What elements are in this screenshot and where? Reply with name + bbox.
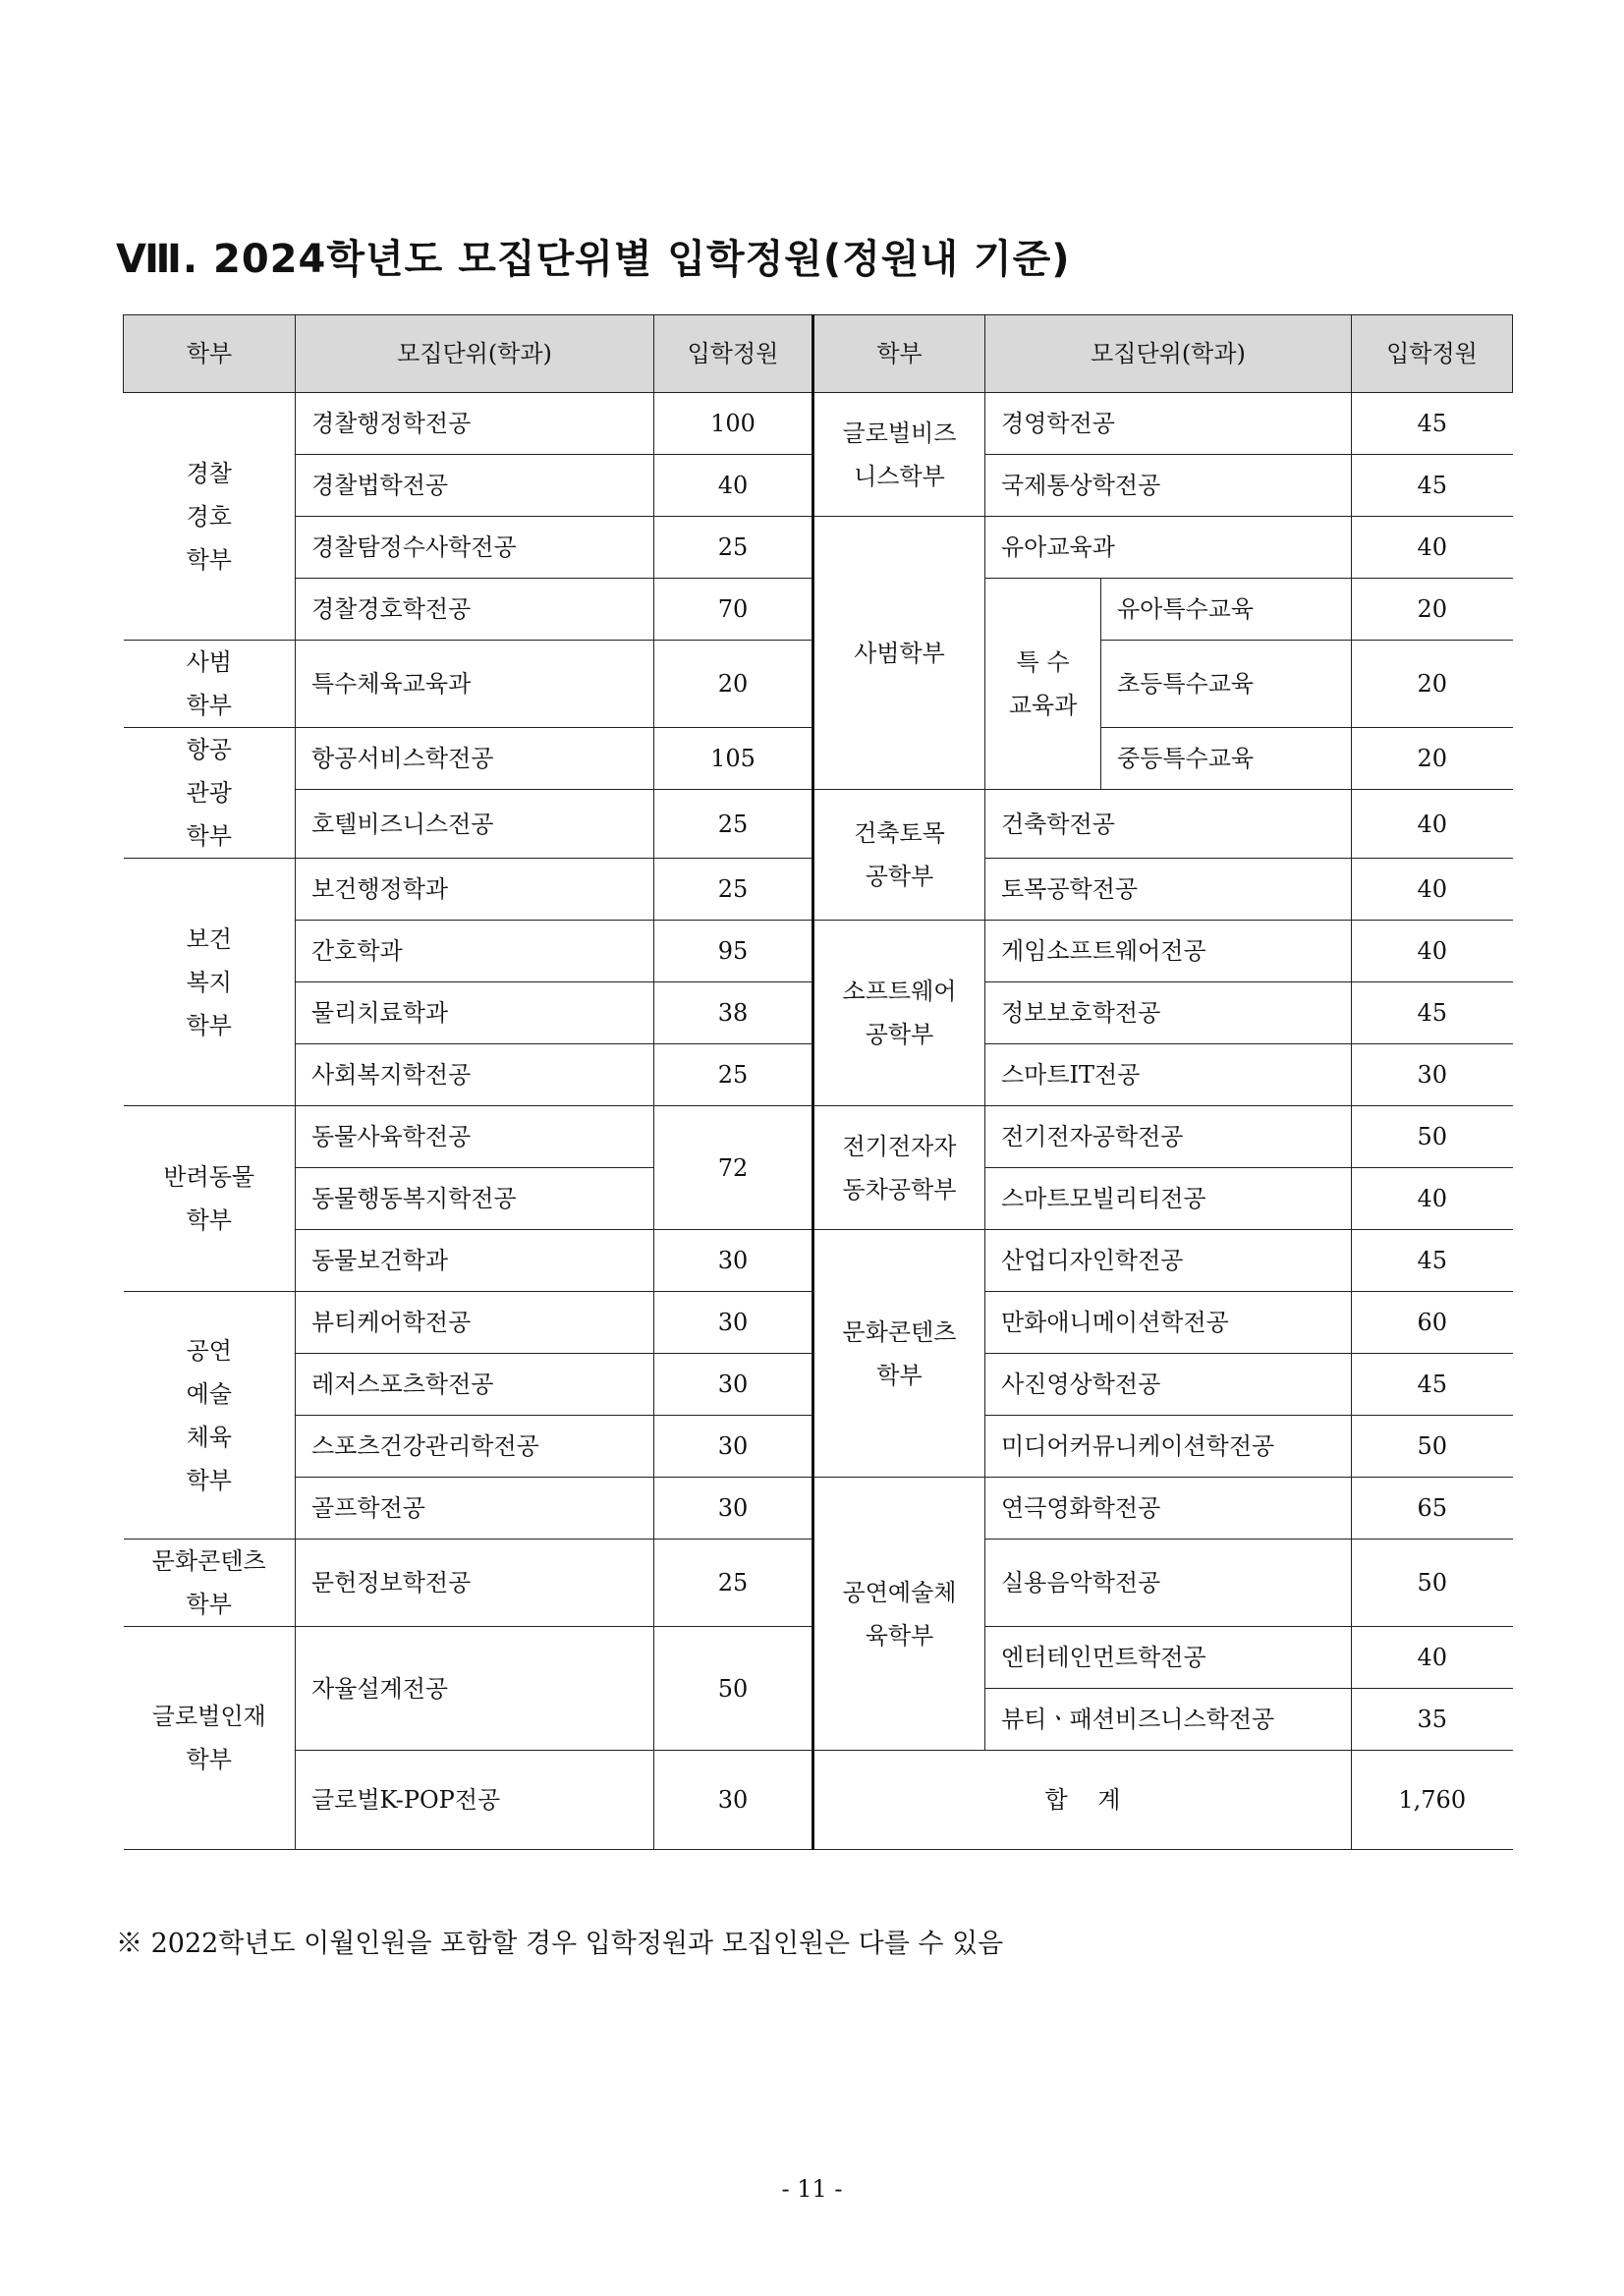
unit-cell: 문헌정보학전공 bbox=[296, 1540, 654, 1627]
quota-cell: 25 bbox=[654, 1044, 813, 1106]
unit-cell: 항공서비스학전공 bbox=[296, 728, 654, 790]
table-row bbox=[124, 1751, 1513, 1850]
table-row bbox=[124, 393, 1513, 455]
unit-cell: 미디어커뮤니케이션학전공 bbox=[985, 1416, 1352, 1478]
table-row bbox=[124, 1106, 1513, 1168]
dept-cell: 공연 예술 체육 학부 bbox=[124, 1292, 296, 1540]
unit-cell: 간호학과 bbox=[296, 921, 654, 982]
page-number: - 11 - bbox=[781, 2175, 843, 2203]
dept-cell: 경찰 경호 학부 bbox=[124, 393, 296, 641]
unit-cell: 동물보건학과 bbox=[296, 1230, 654, 1292]
dept-cell: 사범 학부 bbox=[124, 641, 296, 728]
unit-cell: 레저스포츠학전공 bbox=[296, 1354, 654, 1416]
unit-cell: 글로벌K-POP전공 bbox=[296, 1751, 654, 1850]
table-row bbox=[124, 1478, 1513, 1540]
quota-cell: 40 bbox=[1352, 1627, 1513, 1689]
unit-cell: 경찰경호학전공 bbox=[296, 579, 654, 641]
unit-cell: 중등특수교육 bbox=[1101, 728, 1352, 790]
quota-cell: 30 bbox=[654, 1478, 813, 1540]
quota-cell: 40 bbox=[1352, 859, 1513, 921]
quota-cell: 20 bbox=[654, 641, 813, 728]
dept-cell: 글로벌비즈 니스학부 bbox=[813, 393, 985, 517]
unit-cell: 연극영화학전공 bbox=[985, 1478, 1352, 1540]
special-education-label: 특 수 교육과 bbox=[985, 579, 1101, 790]
quota-cell: 30 bbox=[654, 1292, 813, 1354]
unit-cell: 스포츠건강관리학전공 bbox=[296, 1416, 654, 1478]
quota-cell: 70 bbox=[654, 579, 813, 641]
unit-cell: 호텔비즈니스전공 bbox=[296, 790, 654, 859]
unit-cell: 경영학전공 bbox=[985, 393, 1352, 455]
dept-cell: 문화콘텐츠 학부 bbox=[813, 1230, 985, 1478]
quota-cell: 50 bbox=[654, 1627, 813, 1751]
total-value: 1,760 bbox=[1352, 1751, 1513, 1850]
unit-cell: 자율설계전공 bbox=[296, 1627, 654, 1751]
quota-cell: 40 bbox=[1352, 921, 1513, 982]
quota-cell: 65 bbox=[1352, 1478, 1513, 1540]
quota-cell: 50 bbox=[1352, 1106, 1513, 1168]
unit-cell: 건축학전공 bbox=[985, 790, 1352, 859]
unit-cell: 동물행동복지학전공 bbox=[296, 1168, 654, 1230]
unit-cell: 전기전자공학전공 bbox=[985, 1106, 1352, 1168]
quota-cell: 60 bbox=[1352, 1292, 1513, 1354]
quota-cell: 25 bbox=[654, 859, 813, 921]
quota-cell: 45 bbox=[1352, 455, 1513, 517]
unit-cell: 동물사육학전공 bbox=[296, 1106, 654, 1168]
unit-cell: 게임소프트웨어전공 bbox=[985, 921, 1352, 982]
unit-cell: 뷰티ㆍ패션비즈니스학전공 bbox=[985, 1689, 1352, 1751]
dept-cell: 전기전자자 동차공학부 bbox=[813, 1106, 985, 1230]
quota-cell: 20 bbox=[1352, 579, 1513, 641]
unit-cell: 특수체육교육과 bbox=[296, 641, 654, 728]
quota-cell: 72 bbox=[654, 1106, 813, 1230]
quota-cell: 100 bbox=[654, 393, 813, 455]
unit-cell: 사진영상학전공 bbox=[985, 1354, 1352, 1416]
quota-cell: 20 bbox=[1352, 641, 1513, 728]
unit-cell: 스마트IT전공 bbox=[985, 1044, 1352, 1106]
header-quota-right: 입학정원 bbox=[1352, 315, 1513, 393]
dept-cell: 보건 복지 학부 bbox=[124, 859, 296, 1106]
quota-cell: 30 bbox=[654, 1230, 813, 1292]
unit-cell: 유아특수교육 bbox=[1101, 579, 1352, 641]
dept-cell: 공연예술체 육학부 bbox=[813, 1478, 985, 1751]
quota-cell: 35 bbox=[1352, 1689, 1513, 1751]
unit-cell: 골프학전공 bbox=[296, 1478, 654, 1540]
header-quota-left: 입학정원 bbox=[654, 315, 813, 393]
quota-cell: 38 bbox=[654, 982, 813, 1044]
quota-cell: 25 bbox=[654, 1540, 813, 1627]
unit-cell: 산업디자인학전공 bbox=[985, 1230, 1352, 1292]
quota-cell: 20 bbox=[1352, 728, 1513, 790]
unit-cell: 엔터테인먼트학전공 bbox=[985, 1627, 1352, 1689]
dept-cell: 반려동물 학부 bbox=[124, 1106, 296, 1292]
admission-quota-table bbox=[123, 314, 1513, 1850]
total-label: 합 계 bbox=[813, 1751, 1352, 1850]
unit-cell: 정보보호학전공 bbox=[985, 982, 1352, 1044]
quota-cell: 45 bbox=[1352, 982, 1513, 1044]
quota-cell: 25 bbox=[654, 517, 813, 579]
quota-cell: 40 bbox=[1352, 790, 1513, 859]
quota-cell: 50 bbox=[1352, 1416, 1513, 1478]
unit-cell: 뷰티케어학전공 bbox=[296, 1292, 654, 1354]
table-row bbox=[124, 517, 1513, 579]
unit-cell: 보건행정학과 bbox=[296, 859, 654, 921]
quota-cell: 40 bbox=[1352, 517, 1513, 579]
unit-cell: 국제통상학전공 bbox=[985, 455, 1352, 517]
dept-cell: 소프트웨어 공학부 bbox=[813, 921, 985, 1106]
quota-cell: 30 bbox=[654, 1751, 813, 1850]
quota-cell: 25 bbox=[654, 790, 813, 859]
unit-cell: 스마트모빌리티전공 bbox=[985, 1168, 1352, 1230]
unit-cell: 초등특수교육 bbox=[1101, 641, 1352, 728]
dept-cell: 사범학부 bbox=[813, 517, 985, 790]
unit-cell: 경찰법학전공 bbox=[296, 455, 654, 517]
unit-cell: 실용음악학전공 bbox=[985, 1540, 1352, 1627]
quota-cell: 30 bbox=[654, 1416, 813, 1478]
header-dept-left: 학부 bbox=[124, 315, 296, 393]
unit-cell: 경찰탐정수사학전공 bbox=[296, 517, 654, 579]
dept-cell: 항공 관광 학부 bbox=[124, 728, 296, 859]
quota-cell: 30 bbox=[654, 1354, 813, 1416]
header-dept-right: 학부 bbox=[813, 315, 985, 393]
quota-cell: 45 bbox=[1352, 1354, 1513, 1416]
page-title: Ⅷ. 2024학년도 모집단위별 입학정원(정원내 기준) bbox=[116, 237, 1071, 282]
quota-cell: 95 bbox=[654, 921, 813, 982]
quota-cell: 45 bbox=[1352, 1230, 1513, 1292]
unit-cell: 만화애니메이션학전공 bbox=[985, 1292, 1352, 1354]
header-unit-right: 모집단위(학과) bbox=[985, 315, 1352, 393]
dept-cell: 문화콘텐츠 학부 bbox=[124, 1540, 296, 1627]
quota-cell: 40 bbox=[654, 455, 813, 517]
footnote: ※ 2022학년도 이월인원을 포함할 경우 입학정원과 모집인원은 다를 수 있음 bbox=[116, 1929, 1004, 1959]
quota-cell: 50 bbox=[1352, 1540, 1513, 1627]
unit-cell: 유아교육과 bbox=[985, 517, 1352, 579]
table-header-row bbox=[124, 315, 1513, 393]
unit-cell: 사회복지학전공 bbox=[296, 1044, 654, 1106]
dept-cell: 건축토목 공학부 bbox=[813, 790, 985, 921]
quota-cell: 40 bbox=[1352, 1168, 1513, 1230]
quota-cell: 45 bbox=[1352, 393, 1513, 455]
quota-cell: 105 bbox=[654, 728, 813, 790]
quota-cell: 30 bbox=[1352, 1044, 1513, 1106]
table-row bbox=[124, 921, 1513, 982]
table-row bbox=[124, 790, 1513, 859]
dept-cell: 글로벌인재 학부 bbox=[124, 1627, 296, 1850]
unit-cell: 토목공학전공 bbox=[985, 859, 1352, 921]
header-unit-left: 모집단위(학과) bbox=[296, 315, 654, 393]
table-row bbox=[124, 1230, 1513, 1292]
unit-cell: 경찰행정학전공 bbox=[296, 393, 654, 455]
unit-cell: 물리치료학과 bbox=[296, 982, 654, 1044]
